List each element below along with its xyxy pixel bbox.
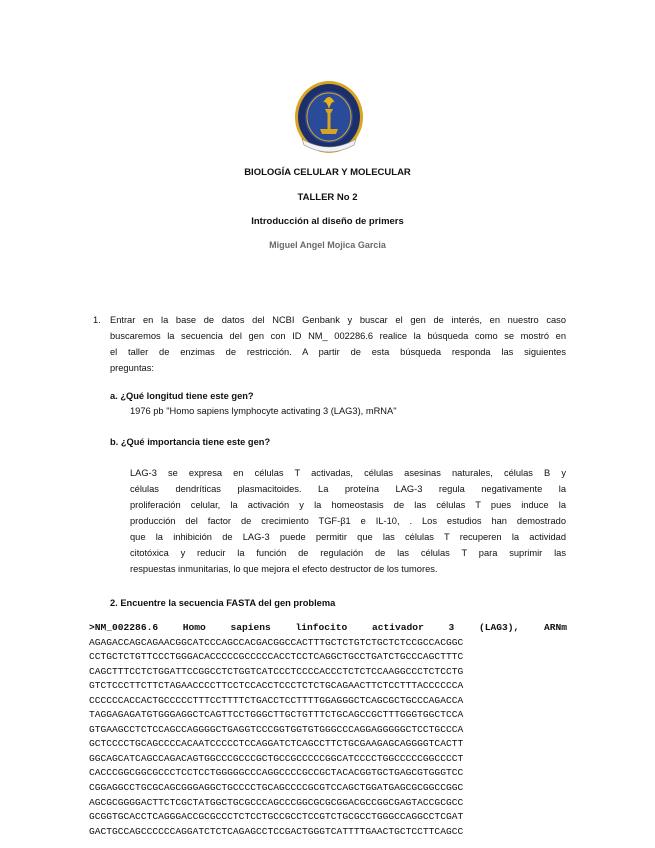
question-1-text [110, 312, 566, 376]
sequence-line: CGGAGGCCTGCGCAGCGGGAGGCTGCCCCTGCAGCCCCGCGTCCAGCTGGATGAGCGCGGCCGGC [89, 782, 464, 794]
university-logo [292, 79, 366, 159]
sequence-line: GCGGTGCACCTCAGGGACCGCGCCCTCTCCTGCCGCCTCCGTCTGCGCCTGGGCCAGGCCTCGAT [89, 811, 464, 823]
sequence-line: CCTGCTCTGTTCCCTGGGACACCCCCGCCCCCACCTCCTCAGGCTGCCTGATCTGCCCAGCTTTC [89, 651, 464, 663]
taller-number: TALLER No 2 [297, 192, 358, 203]
sequence-line: GGCAGCATCAGCCAGACAGTGGCCCGCCCGCTGCCGCCCCCGGCATCCCCTGGCCCCCGGCCCCT [89, 752, 464, 764]
fasta-sequence [89, 636, 567, 840]
fasta-header: >NM_002286.6 Homo sapiens linfocito activador 3 (LAG3), ARNm [89, 622, 567, 633]
answer-line: células dendríticas plasmacitoides. La proteína LAG-3 regula negativamente la [130, 484, 566, 494]
question-1a-label: a. ¿Qué longitud tiene este gen? [110, 391, 254, 401]
sequence-line: GTCTCCCTTCTTCTAGAACCCCTTCCTCCACCTCCCTCTCTGCAGAACTTCTCCTTTACCCCCCA [89, 680, 464, 692]
sequence-line: GACTGCCAGCCCCCCAGGATCTCTCAGAGCCTCCGACTGGGTCATTTTGAACTGCTCCTTCAGCC [89, 825, 464, 837]
question-1a-answer: 1976 pb "Homo sapiens lymphocyte activating 3 (LAG3), mRNA" [130, 406, 397, 416]
university-seal-icon [292, 79, 366, 159]
question-1b-label: b. ¿Qué importancia tiene este gen? [110, 437, 271, 447]
author-name: Miguel Angel Mojica Garcia [269, 240, 386, 250]
question-1-line: buscaremos la secuencia del gen con ID NM_ 002286.6 realice la búsqueda como se mostró en [110, 331, 566, 341]
answer-line: proliferación celular, la activación y la homeostasis de las células T pues induce la [130, 500, 566, 510]
sequence-line: CCCCCCACCACTGCCCCCTTTCCTTTTCTGACCTCCTTTTGGAGGGCTCAGCGCTGCCCAGACCA [89, 694, 464, 706]
question-2-label: 2. Encuentre la secuencia FASTA del gen problema [110, 598, 336, 608]
answer-line: LAG-3 se expresa en células T activadas, células asesinas naturales, células B y [130, 468, 566, 478]
sequence-line: GTGAAGCCTCTCCAGCCAGGGGCTGAGGTCCCGGTGGTGTGGGCCCAGGAGGGGGCTCCTGCCCA [89, 723, 464, 735]
sequence-line: CAGCTTTCCTCTGGATTCCGGCCTCTGGTCATCCCTCCCCACCCTCTCTCCAAGGCCCTCTCCTG [89, 665, 464, 677]
question-1-line: Entrar en la base de datos del NCBI Genbank y buscar el gen de interés, en nuestro caso [110, 315, 566, 325]
sequence-line: CACCCGGCGGCGCCCTCCTCCTGGGGGCCCAGGCCCCGCCGCTACACGGTGCTGAGCGTGGGTCC [89, 767, 464, 779]
question-1-line: el taller de enzimas de restricción. A partir de esta búsqueda responda las siguientes [110, 347, 566, 357]
answer-line: respuestas inmunitarias, lo que mejora el efecto destructor de los tumores. [130, 564, 438, 574]
sequence-line: TAGGAGAGATGTGGGAGGCTCAGTTCCTGGGCTTGCTGTTTCTGCAGCCGCTTTGGGTGGCTCCA [89, 709, 464, 721]
answer-line: producción del factor de crecimiento TGF-β1 e IL-10, . Los estudios han demostrado [130, 516, 566, 526]
answer-line: que la inhibición de LAG-3 puede permitir que las células T recuperen la actividad [130, 532, 566, 542]
sequence-line: AGCGCGGGGACTTCTCGCTATGGCTGCGCCCAGCCCGGCGCGCGGACGCCGGCGAGTACCGCGCC [89, 796, 464, 808]
answer-line: citotóxica y reducir la función de regulación de las células T para suprimir las [130, 548, 566, 558]
document-subtitle: Introducción al diseño de primers [251, 216, 404, 227]
question-1-number: 1. [93, 315, 101, 325]
course-title: BIOLOGÍA CELULAR Y MOLECULAR [244, 167, 411, 178]
sequence-line: AGAGACCAGCAGAACGGCATCCCAGCCACGACGGCCACTTTGCTCTGTCTGCTCTCCGCCACGGC [89, 636, 464, 648]
question-1b-answer [130, 465, 566, 577]
sequence-line: GCTCCCCTGCAGCCCCACAATCCCCCTCCAGGATCTCAGCCTTCTGCGAAGAGCAGGGGTCACTT [89, 738, 464, 750]
question-1-line: preguntas: [110, 363, 154, 373]
fasta-block [89, 621, 567, 839]
